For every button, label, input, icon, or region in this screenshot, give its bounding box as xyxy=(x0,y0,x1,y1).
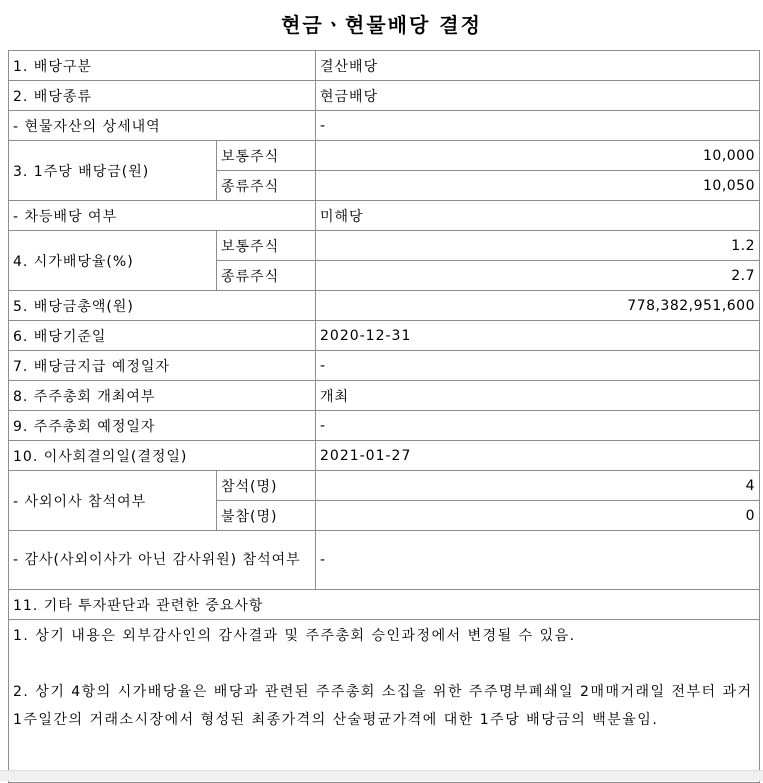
row-label: - 감사(사외이사가 아닌 감사위원) 참석여부 xyxy=(9,531,316,590)
page-title: 현금ㆍ현물배당 결정 xyxy=(281,13,482,37)
row-label: 3. 1주당 배당금(원) xyxy=(9,141,217,201)
table-row xyxy=(9,201,760,231)
sub-label: 보통주식 xyxy=(217,141,316,171)
row-value: 10,050 xyxy=(316,171,760,201)
sub-label: 보통주식 xyxy=(217,231,316,261)
row-value: 2020-12-31 xyxy=(316,321,760,351)
table-row xyxy=(9,51,760,81)
table-row xyxy=(9,111,760,141)
table-row xyxy=(9,291,760,321)
row-value: 2021-01-27 xyxy=(316,441,760,471)
row-label: 11. 기타 투자판단과 관련한 중요사항 xyxy=(9,590,760,620)
table-row xyxy=(9,620,760,783)
row-label: 7. 배당금지급 예정일자 xyxy=(9,351,316,381)
row-value: 0 xyxy=(316,501,760,531)
horizontal-scrollbar[interactable] xyxy=(0,770,763,781)
table-row xyxy=(9,590,760,620)
table-row xyxy=(9,441,760,471)
row-label: 4. 시가배당율(%) xyxy=(9,231,217,291)
row-value: 1.2 xyxy=(316,231,760,261)
table-row xyxy=(9,381,760,411)
row-value: 2.7 xyxy=(316,261,760,291)
row-value: - xyxy=(316,531,760,590)
row-value: - xyxy=(316,351,760,381)
row-value: 778,382,951,600 xyxy=(316,291,760,321)
row-label: 9. 주주총회 예정일자 xyxy=(9,411,316,441)
row-value: 현금배당 xyxy=(316,81,760,111)
table-row xyxy=(9,321,760,351)
table-row xyxy=(9,231,760,261)
sub-label: 불참(명) xyxy=(217,501,316,531)
row-label: - 현물자산의 상세내역 xyxy=(9,111,316,141)
row-label: 1. 배당구분 xyxy=(9,51,316,81)
row-value: 개최 xyxy=(316,381,760,411)
row-value: 결산배당 xyxy=(316,51,760,81)
row-value: 4 xyxy=(316,471,760,501)
row-value: - xyxy=(316,111,760,141)
row-value: - xyxy=(316,411,760,441)
sub-label: 참석(명) xyxy=(217,471,316,501)
table-row xyxy=(9,411,760,441)
note-item: 1. 상기 내용은 외부감사인의 감사결과 및 주주총회 승인과정에서 변경될 수 있음. xyxy=(13,628,576,644)
row-value: 미해당 xyxy=(316,201,760,231)
table-row xyxy=(9,351,760,381)
table-row xyxy=(9,81,760,111)
row-label: 6. 배당기준일 xyxy=(9,321,316,351)
row-label: - 차등배당 여부 xyxy=(9,201,316,231)
table-row xyxy=(9,471,760,501)
sub-label: 종류주식 xyxy=(217,171,316,201)
row-label: 5. 배당금총액(원) xyxy=(9,291,316,321)
table-row xyxy=(9,531,760,590)
notes-cell xyxy=(9,620,760,783)
row-label: 10. 이사회결의일(결정일) xyxy=(9,441,316,471)
dividend-table xyxy=(8,50,760,783)
row-label: - 사외이사 참석여부 xyxy=(9,471,217,531)
note-item: 2. 상기 4항의 시가배당율은 배당과 관련된 주주총회 소집을 위한 주주명부폐쇄일 2매매거래일 전부터 과거 1주일간의 거래소시장에서 형성된 최종가격의 산술평균가격에 대한 1주당 배당금의 백분율임. xyxy=(13,684,753,728)
row-label: 8. 주주총회 개최여부 xyxy=(9,381,316,411)
sub-label: 종류주식 xyxy=(217,261,316,291)
row-label: 2. 배당종류 xyxy=(9,81,316,111)
row-value: 10,000 xyxy=(316,141,760,171)
table-row xyxy=(9,141,760,171)
